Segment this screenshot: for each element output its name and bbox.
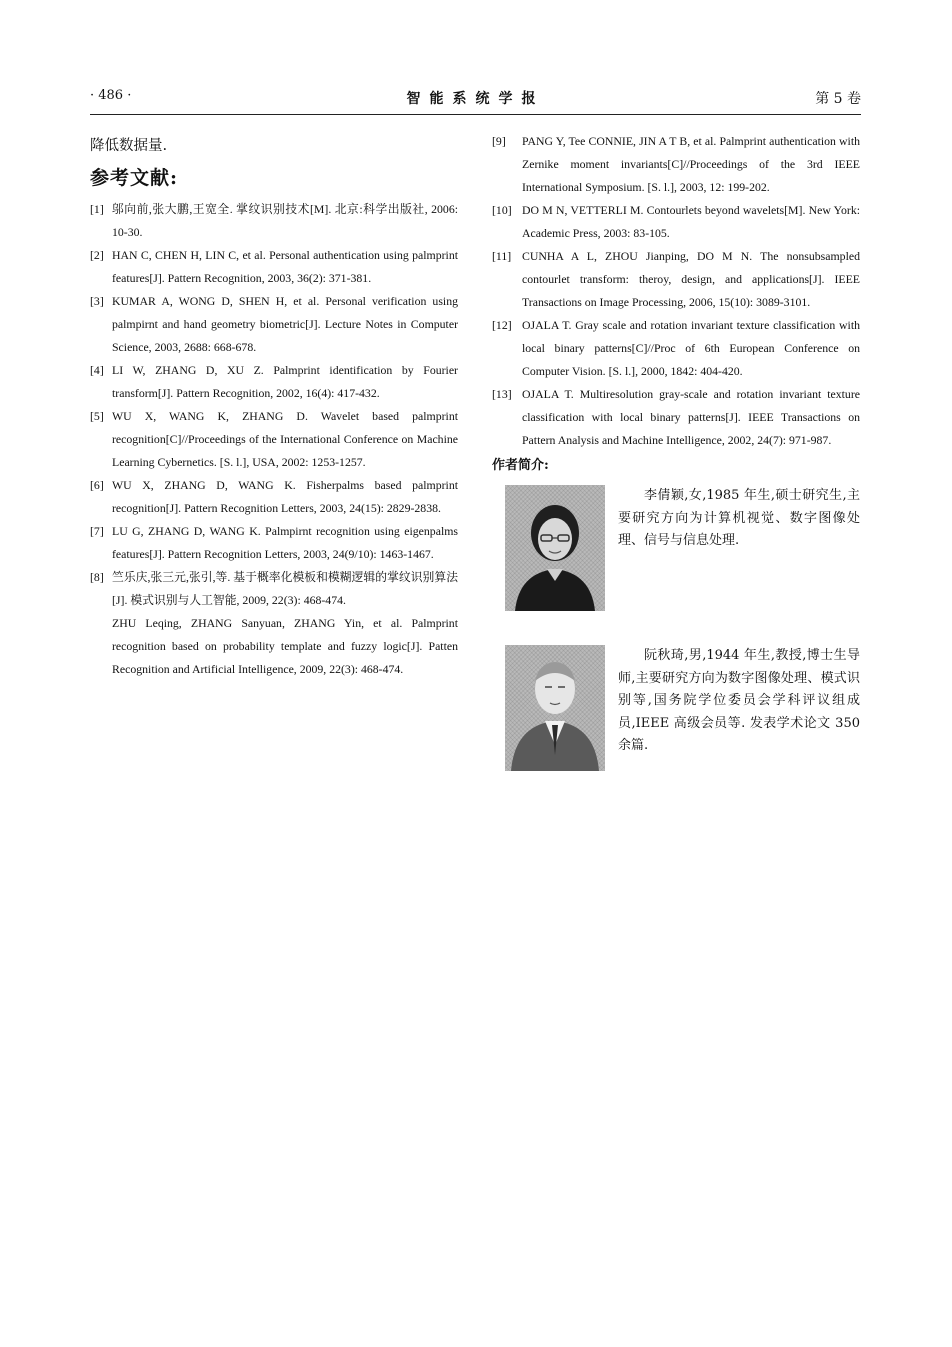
reference-number: [6] [90,478,104,492]
reference-text: WU X, WANG K, ZHANG D. Wavelet based palmprint recognition[C]//Proceedings of the International Conference on Machine Learning Cybernetics. [S. l.], USA, 2002: 1253-1257. [112,409,458,469]
author-photo [505,485,605,611]
reference-item [90,474,458,520]
reference-number: [3] [90,294,104,308]
author-bio: 李倩颖,女,1985 年生,硕士研究生,主要研究方向为计算机视觉、数字图像处理、信号与信息处理. [618,488,860,548]
reference-number: [2] [90,248,104,262]
author-photo [505,645,605,771]
reference-item [492,245,860,314]
reference-text: DO M N, VETTERLI M. Contourlets beyond wavelets[M]. New York: Academic Press, 2003: 83-105. [522,203,860,240]
reference-text: KUMAR A, WONG D, SHEN H, et al. Personal verification using palmpirnt and hand geometry biometric[J]. Lecture Notes in Computer Science, 2003, 2688: 668-678. [112,294,458,354]
reference-text-english: ZHU Leqing, ZHANG Sanyuan, ZHANG Yin, et al. Palmprint recognition based on probability template and fuzzy logic[J]. Patten Recognition and Artificial Intelligence, 2009, 22(3): 468-474. [112,616,458,676]
reference-text: CUNHA A L, ZHOU Jianping, DO M N. The nonsubsampled contourlet transform: theroy, design, and applications[J]. IEEE Transactions on Image Processing, 2006, 15(10): 3089-3101. [522,249,860,309]
reference-number: [11] [492,249,512,263]
reference-number: [4] [90,363,104,377]
reference-item [90,405,458,474]
references-heading: 参考文献: [90,167,179,189]
reference-text: OJALA T. Multiresolution gray-scale and rotation invariant texture classification with local binary patterns[J]. IEEE Transactions on Pattern Analysis and Machine Intelligence, 2002, 24(7): 971-987. [522,387,860,447]
reference-number: [10] [492,203,512,217]
reference-number: [5] [90,409,104,423]
reference-item [90,198,458,244]
reference-item [492,199,860,245]
reference-text: LU G, ZHANG D, WANG K. Palmpirnt recognition using eigenpalms features[J]. Pattern Recognition Letters, 2003, 24(9/10): 1463-1467. [112,524,458,561]
reference-item [90,566,458,681]
reference-item [492,130,860,199]
reference-number: [8] [90,570,104,584]
lead-text: 降低数据量. [90,138,168,154]
page-number: · 486 · [90,88,132,103]
reference-text: WU X, ZHANG D, WANG K. Fisherpalms based palmprint recognition[J]. Pattern Recognition Letters, 2003, 24(15): 2829-2838. [112,478,458,515]
reference-item [492,314,860,383]
male-portrait-icon [505,645,605,771]
reference-text: 竺乐庆,张三元,张引,等. 基于概率化模板和模糊逻辑的掌纹识别算法[J]. 模式识别与人工智能, 2009, 22(3): 468-474. [112,570,458,607]
left-column [90,130,458,681]
journal-title: 智能系统学报 [406,91,545,107]
author-entry [492,639,860,789]
reference-number: [12] [492,318,512,332]
reference-number: [13] [492,387,512,401]
reference-number: [9] [492,134,506,148]
right-column [492,130,860,799]
reference-text: LI W, ZHANG D, XU Z. Palmprint identification by Fourier transform[J]. Pattern Recognition, 2002, 16(4): 417-432. [112,363,458,400]
reference-text: OJALA T. Gray scale and rotation invariant texture classification with local binary patterns[C]//Proc of 6th European Conference on Computer Vision. [S. l.], 2000, 1842: 404-420. [522,318,860,378]
reference-item [90,290,458,359]
reference-number: [1] [90,202,104,216]
author-bio: 阮秋琦,男,1944 年生,教授,博士生导师,主要研究方向为数字图像处理、模式识别等,国务院学位委员会学科评议组成员,IEEE 高级会员等. 发表学术论文 350 余篇. [618,648,860,753]
reference-item [90,244,458,290]
female-portrait-icon [505,485,605,611]
reference-text: 邬向前,张大鹏,王宽全. 掌纹识别技术[M]. 北京:科学出版社, 2006: 10-30. [112,202,458,239]
volume-label: 第 5 卷 [815,91,861,107]
reference-item [492,383,860,452]
author-entry [492,479,860,629]
reference-item [90,359,458,405]
reference-number: [7] [90,524,104,538]
reference-item [90,520,458,566]
author-intro-heading: 作者简介: [492,458,549,473]
running-header [90,88,861,112]
header-rule [90,114,861,115]
reference-text: PANG Y, Tee CONNIE, JIN A T B, et al. Palmprint authentication with Zernike moment invariants[C]//Proceedings of the 3rd IEEE International Symposium. [S. l.], 2003, 12: 199-202. [522,134,860,194]
reference-text: HAN C, CHEN H, LIN C, et al. Personal authentication using palmprint features[J]. Pattern Recognition, 2003, 36(2): 371-381. [112,248,458,285]
